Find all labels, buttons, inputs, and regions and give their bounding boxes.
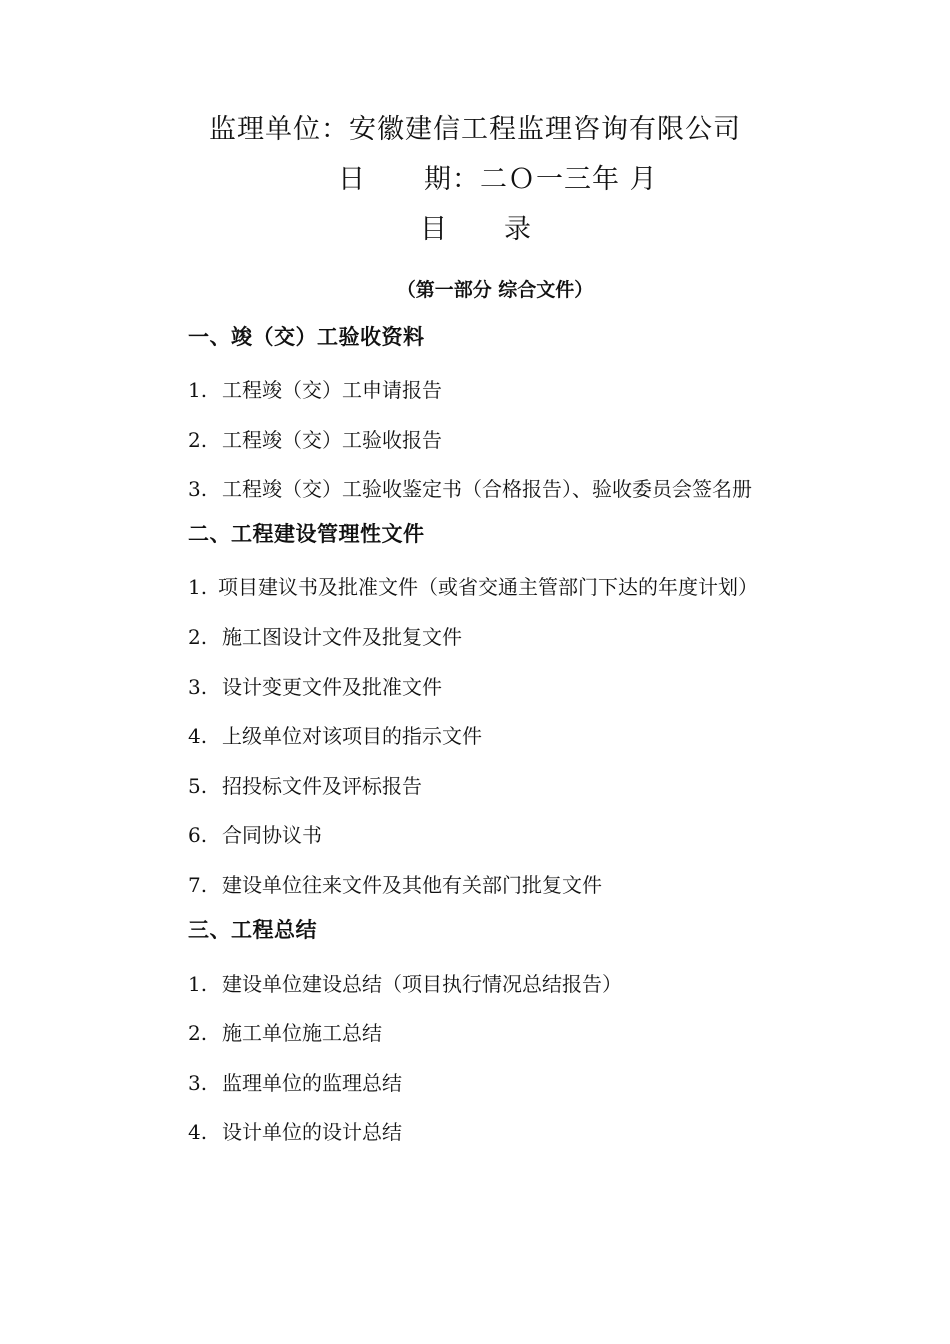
list-item bbox=[188, 875, 602, 895]
list-item bbox=[188, 627, 462, 647]
item-number: 4. bbox=[188, 1120, 208, 1144]
list-item bbox=[188, 726, 482, 746]
item-text: 工程竣（交）工验收报告 bbox=[222, 428, 442, 452]
list-item bbox=[188, 825, 322, 845]
item-number: 6. bbox=[188, 823, 208, 847]
item-number: 1. bbox=[188, 575, 208, 599]
item-text: 施工单位施工总结 bbox=[222, 1021, 382, 1045]
item-number: 3. bbox=[188, 675, 208, 699]
section-title: 三、工程总结 bbox=[188, 918, 317, 942]
toc-title-left: 目 bbox=[420, 214, 448, 245]
list-item bbox=[188, 380, 442, 400]
part-title: （第一部分 综合文件） bbox=[396, 279, 594, 301]
item-number: 1. bbox=[188, 972, 208, 996]
list-item bbox=[188, 974, 622, 994]
item-number: 2. bbox=[188, 1021, 208, 1045]
list-item bbox=[188, 1023, 382, 1043]
date-value: 期：二Ｏ一三年 月 bbox=[424, 164, 658, 195]
supervisor-line: 监理单位：安徽建信工程监理咨询有限公司 bbox=[209, 114, 741, 145]
item-number: 3. bbox=[188, 1071, 208, 1095]
item-text: 招投标文件及评标报告 bbox=[222, 774, 422, 798]
item-number: 2. bbox=[188, 428, 208, 452]
item-text: 建设单位往来文件及其他有关部门批复文件 bbox=[222, 873, 602, 897]
toc-title-right: 录 bbox=[504, 214, 532, 245]
item-text: 上级单位对该项目的指示文件 bbox=[222, 724, 482, 748]
item-number: 4. bbox=[188, 724, 208, 748]
list-item bbox=[188, 430, 442, 450]
list-item bbox=[188, 677, 442, 697]
list-item bbox=[188, 1122, 402, 1142]
item-text: 设计变更文件及批准文件 bbox=[222, 675, 442, 699]
date-label: 日 bbox=[338, 164, 366, 195]
item-number: 5. bbox=[188, 774, 208, 798]
item-text: 工程竣（交）工申请报告 bbox=[222, 378, 442, 402]
item-text: 项目建议书及批准文件（或省交通主管部门下达的年度计划） bbox=[218, 575, 758, 599]
item-text: 合同协议书 bbox=[222, 823, 322, 847]
section-title: 一、竣（交）工验收资料 bbox=[188, 325, 425, 349]
item-number: 3. bbox=[188, 477, 208, 501]
item-text: 建设单位建设总结（项目执行情况总结报告） bbox=[222, 972, 622, 996]
list-item bbox=[188, 479, 752, 499]
item-text: 监理单位的监理总结 bbox=[222, 1071, 402, 1095]
list-item bbox=[188, 776, 422, 796]
item-text: 工程竣（交）工验收鉴定书（合格报告）、验收委员会签名册 bbox=[222, 477, 752, 501]
list-item bbox=[188, 577, 758, 597]
list-item bbox=[188, 1073, 402, 1093]
item-text: 施工图设计文件及批复文件 bbox=[222, 625, 462, 649]
item-number: 7. bbox=[188, 873, 208, 897]
section-title: 二、工程建设管理性文件 bbox=[188, 522, 425, 546]
item-number: 2. bbox=[188, 625, 208, 649]
item-number: 1. bbox=[188, 378, 208, 402]
item-text: 设计单位的设计总结 bbox=[222, 1120, 402, 1144]
